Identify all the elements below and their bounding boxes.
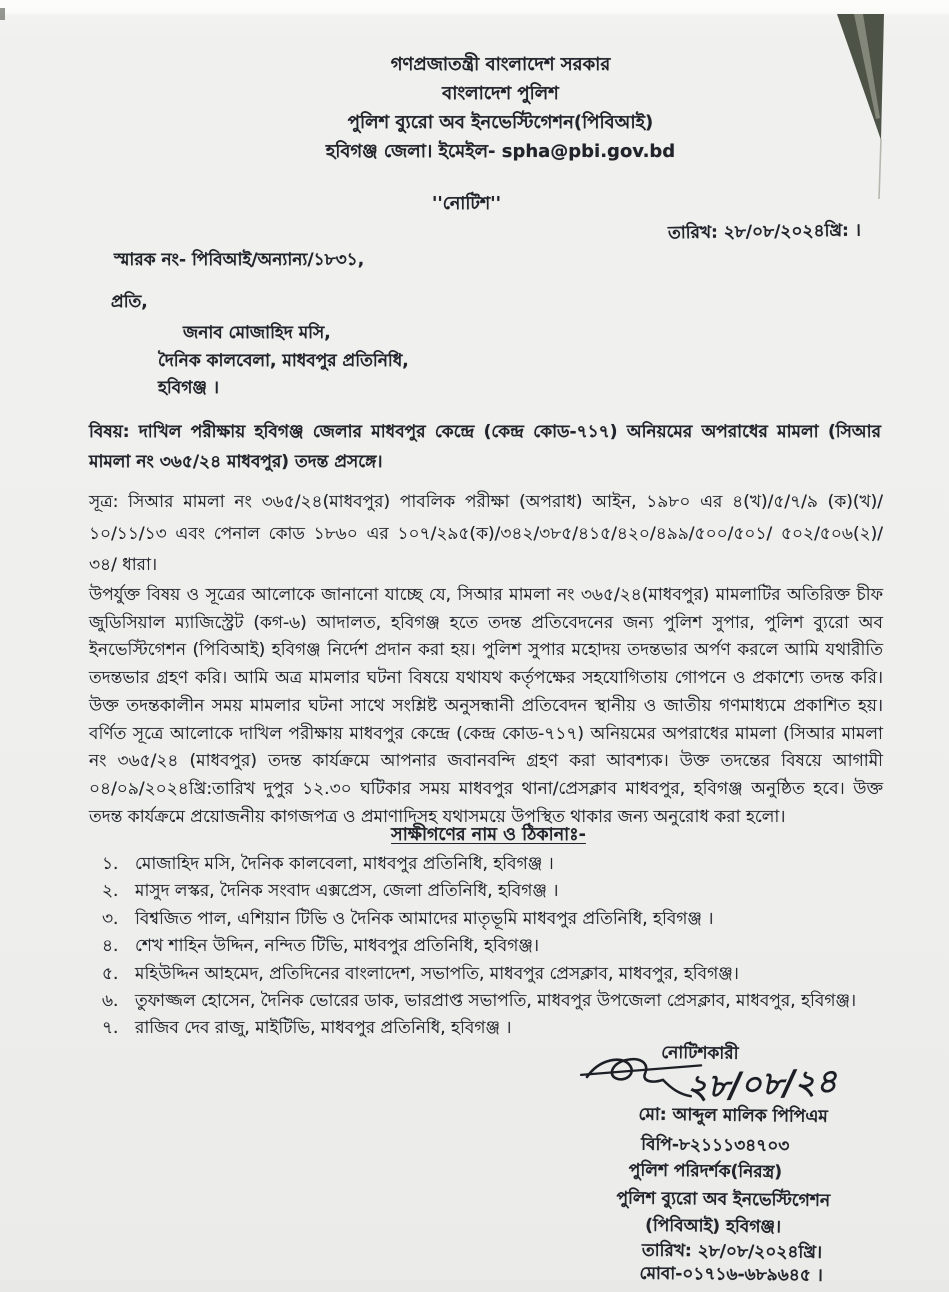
letterhead	[26, 50, 949, 166]
witness-number: ৭.	[102, 1018, 119, 1039]
witness-number: ৪.	[102, 936, 119, 957]
date-line: তারিখ: ২৮/০৮/২০২৪খ্রি: ।	[667, 220, 861, 244]
signatory-organization-line1: পুলিশ ব্যুরো অব ইনভেস্টিগেশন	[616, 1188, 831, 1211]
subject-line: বিষয়: দাখিল পরীক্ষায় হবিগঞ্জ জেলার মাধবপুর কেন্দ্রে (কেন্দ্র কোড-৭১৭) অনিয়মের অপরাধের মামলা (সিআর মামলা নং ৩৬৫/২৪ মাধবপুর) তদন্ত প্রসঙ্গে।	[89, 422, 881, 472]
addressee-name: জনাব মোজাহিদ মসি,	[183, 323, 331, 343]
witness-text: বিশ্বজিত পাল, এশিয়ান টিভি ও দৈনিক আমাদের মাতৃভূমি মাধবপুর প্রতিনিধি, হবিগঞ্জ ।	[135, 908, 714, 929]
addressee-organization: দৈনিক কালবেলা, মাধবপুর প্রতিনিধি,	[158, 350, 409, 371]
letterhead-government-line: গণপ্রজাতন্ত্রী বাংলাদেশ সরকার	[390, 54, 611, 75]
addressee-block	[158, 320, 409, 403]
memo-number: স্মারক নং- পিবিআই/অন্যান্য/১৮৩১,	[114, 250, 365, 270]
signatory-bp-number: বিপি-৮২১১১৩৪৭০৩	[641, 1134, 790, 1157]
notice-title: ''নোটিশ''	[432, 194, 501, 214]
letterhead-district-email-line: হবিগঞ্জ জেলা। ইমেইল- spha@pbi.gov.bd	[325, 141, 676, 162]
witness-text: মাসুদ লস্কর, দৈনিক সংবাদ এক্সপ্রেস, জেলা প্রতিনিধি, হবিগঞ্জ ।	[135, 881, 559, 902]
witness-number: ৩.	[102, 908, 119, 929]
witness-heading-text: সাক্ষীগণের নাম ও ঠিকানাঃ-	[391, 825, 586, 845]
witness-item	[102, 961, 902, 988]
addressee-district: হবিগঞ্জ ।	[158, 378, 219, 398]
signature-handwritten-date: ২৮/০৮/২৪	[685, 1061, 838, 1107]
witness-text: মহিউদ্দিন আহমেদ, প্রতিদিনের বাংলাদেশ, সভাপতি, মাধবপুর প্রেসক্লাব, মাধবপুর, হবিগঞ্জ।	[135, 963, 739, 984]
witness-text: শেখ শাহিন উদ্দিন, নন্দিত টিভি, মাধবপুর প্রতিনিধি, হবিগঞ্জ।	[135, 936, 539, 957]
signatory-organization-line2: (পিবিআই) হবিগঞ্জ।	[645, 1215, 782, 1238]
witness-item	[102, 988, 902, 1015]
signature-block	[558, 1033, 946, 1288]
witness-item	[102, 878, 902, 905]
signatory-name: মো: আব্দুল মালিক পিপিএম	[638, 1104, 828, 1127]
witness-text: মোজাহিদ মসি, দৈনিক কালবেলা, মাধবপুর প্রতিনিধি, হবিগঞ্জ ।	[135, 854, 554, 874]
letterhead-police-line: বাংলাদেশ পুলিশ	[442, 83, 559, 104]
witness-item	[102, 906, 902, 933]
signatory-mobile: মোবা-০১৭১৬-৬৮৯৬৪৫ ।	[639, 1263, 823, 1286]
witness-number: ৫.	[102, 963, 119, 984]
signatory-rank: পুলিশ পরিদর্শক(নিরস্ত্র)	[628, 1160, 783, 1183]
witness-number: ২.	[102, 881, 119, 902]
reference-line: সূত্র: সিআর মামলা নং ৩৬৫/২৪(মাধবপুর) পাবলিক পরীক্ষা (অপরাধ) আইন, ১৯৮০ এর ৪(খ)/৫/৭/৯ (ক)(খ)/১০/১১/১৩ এবং পেনাল কোড ১৮৬০ এর ১০৭/২৯৫(ক)/৩৪২/৩৮৫/৪১৫/৪২০/৪৯৯/৫০০/৫০১/ ৫০২/৫০৬(২)/৩৪/ ধারা।	[89, 492, 883, 575]
witness-heading	[14, 822, 949, 851]
witness-text: রাজিব দেব রাজু, মাইটিভি, মাধবপুর প্রতিনিধি, হবিগঞ্জ ।	[135, 1018, 512, 1039]
signature-scribble	[579, 1049, 900, 1111]
signature-date: তারিখ: ২৮/০৮/২০২৪খ্রি।	[641, 1240, 823, 1263]
scan-edge-mark	[0, 8, 5, 20]
witness-list	[102, 851, 902, 1043]
salutation: প্রতি,	[111, 292, 148, 312]
witness-text: তুফাজ্জল হোসেন, দৈনিক ভোরের ডাক, ভারপ্রাপ্ত সভাপতি, মাধবপুর উপজেলা প্রেসক্লাব, মাধবপুর, হবিগঞ্জ।	[135, 991, 857, 1012]
body-paragraph: উপর্যুক্ত বিষয় ও সূত্রের আলোকে জানানো যাচ্ছে যে, সিআর মামলা নং ৩৬৫/২৪(মাধবপুর) মামলাটির অতিরিক্ত চীফ জুডিসিয়াল ম্যাজিস্ট্রেট (কগ-৬) আদালত, হবিগঞ্জ হতে তদন্ত প্রতিবেদনের জন্য পুলিশ সুপার, পুলিশ ব্যুরো অব ইনভেস্টিগেশন (পিবিআই) হবিগঞ্জ নির্দেশ প্রদান করা হয়। পুলিশ সুপার মহোদয় তদন্তভার অর্পণ করলে আমি যথারীতি তদন্তভার গ্রহণ করি। আমি অত্র মামলার ঘটনা বিষয়ে যথাযথ কর্তৃপক্ষের সহযোগিতায় গোপনে ও প্রকাশ্যে তদন্ত করি। উক্ত তদন্তকালীন সময় মামলার ঘটনা সাথে সংশ্লিষ্ট অনুসন্ধানী প্রতিবেদন স্থানীয় ও জাতীয় গণমাধ্যমে প্রকাশিত হয়। বর্ণিত সূত্রে আলোকে দাখিল পরীক্ষায় মাধবপুর কেন্দ্রে (কেন্দ্র কোড-৭১৭) অনিয়মের অপরাধের মামলা (সিআর মামলা নং ৩৬৫/২৪ (মাধবপুর) তদন্ত কার্যক্রমে আপনার জবানবন্দি গ্রহণ করা আবশ্যক। উক্ত তদন্তের বিষয়ে আগামী ০৪/০৯/২০২৪খ্রি:তারিখ দুপুর ১২.৩০ ঘটিকার সময় মাধবপুর থানা/প্রেসক্লাব মাধবপুর, হবিগঞ্জ অনুষ্ঠিত হবে। উক্ত তদন্ত কার্যক্রমে প্রয়োজনীয় কাগজপত্র ও প্রমাণাদিসহ যথাসময়ে উপস্থিত থাকার জন্য অনুরোধ করা হলো।	[89, 585, 883, 827]
witness-number: ৬.	[102, 991, 119, 1012]
witness-number: ১.	[102, 854, 119, 874]
signatory-label: নোটিশকারী	[661, 1042, 739, 1064]
witness-item	[102, 933, 902, 960]
witness-item	[102, 851, 902, 878]
letterhead-unit-line: পুলিশ ব্যুরো অব ইনভেস্টিগেশন(পিবিআই)	[347, 112, 654, 133]
